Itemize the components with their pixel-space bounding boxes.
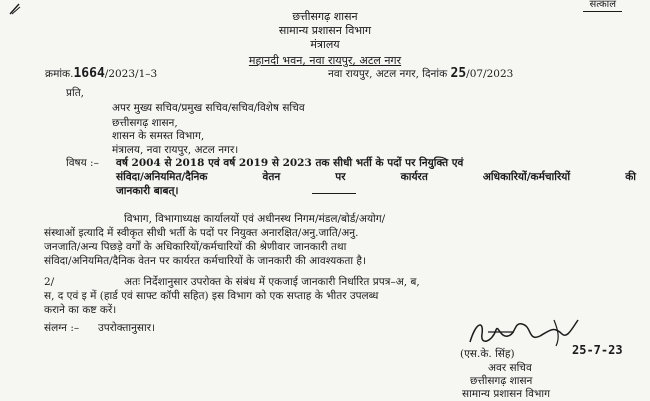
subject-label: विषय :– xyxy=(66,157,99,169)
office-name: मंत्रालय xyxy=(310,38,340,51)
para2-line-1: अतः निर्देशानुसार उपरोक्त के संबंध में एकजाई जानकारी निर्धारित प्रपत्र–अ, ब, xyxy=(124,276,420,288)
signatory-name: (एस.के. सिंह) xyxy=(460,348,515,360)
para1-line-2: संस्थाओं इत्यादि में स्वीकृत सीधी भर्ती के पदों पर नियुक्त अनारक्षित/अनु.जाति/अनु. xyxy=(44,227,359,239)
reference-number: क्रमांक.1664/2023/1–3 xyxy=(45,66,158,81)
para1-line-1: विभाग, विभागाध्यक्ष कार्यालयों एवं अधीनस्थ निगम/मंडल/बोर्ड/अयोग/ xyxy=(124,213,386,225)
enclosure-label: संलग्न :– xyxy=(44,322,80,334)
to-label: प्रति, xyxy=(66,87,85,99)
signatory-org-2: सामान्य प्रशासन विभाग xyxy=(462,388,551,400)
department-name: सामान्य प्रशासन विभाग xyxy=(278,24,372,37)
place-date: नवा रायपुर, अटल नगर, दिनांक 25/07/2023 xyxy=(328,66,514,81)
to-line-4: मंत्रालय, नवा रायपुर, अटल नगर। xyxy=(112,144,239,156)
office-address: महानदी भवन, नवा रायपुर, अटल नगर xyxy=(248,54,402,67)
subject-line-2: संविदा/अनियमित/दैनिक वेतन पर कार्यरत अधिकारियों/कर्मचारियों की xyxy=(116,171,636,183)
to-line-1: अपर मुख्य सचिव/प्रमुख सचिव/सचिव/विशेष सचिव xyxy=(112,102,305,114)
handwritten-date-day: 25 xyxy=(450,66,467,81)
urgent-stamp: सत्काल xyxy=(583,0,622,12)
subject-line-1: वर्ष 2004 से 2018 एवं वर्ष 2019 से 2023 तक सीधी भर्ती के पदों पर नियुक्ति एवं xyxy=(116,157,464,169)
divider xyxy=(312,193,356,194)
para1-line-4: संविदा/अनियमित/दैनिक वेतन पर कार्यरत कर्मचारियों के जानकारी की आवश्यकता है। xyxy=(44,255,366,267)
signature-date: 25-7-23 xyxy=(572,343,623,357)
subject-line-3: जानकारी बाबत्। xyxy=(116,185,179,197)
handwritten-ref-number: 1664 xyxy=(73,66,105,81)
signatory-org-1: छत्तीसगढ़ शासन xyxy=(470,375,533,387)
para1-line-3: जनजाति/अन्य पिछड़े वर्गों के अधिकारियों/कर्मचारियों की श्रेणीवार जानकारी तथा xyxy=(44,241,347,253)
signatory-designation: अवर सचिव xyxy=(488,362,532,374)
govt-name: छत्तीसगढ़ शासन xyxy=(292,10,358,23)
para2-line-3: कराने का कष्ट करें। xyxy=(44,304,117,316)
para2-line-2: स, द एवं इ में (हार्ड एवं साफ्ट कॉपी सहित) इस विभाग को एक सप्ताह के भीतर उपलब्ध xyxy=(44,290,379,302)
enclosure-text: उपरोक्तानुसार। xyxy=(98,322,155,334)
para2-number: 2/ xyxy=(44,276,55,288)
to-line-3: शासन के समस्त विभाग, xyxy=(112,130,205,142)
to-line-2: छत्तीसगढ़ शासन, xyxy=(112,117,178,129)
